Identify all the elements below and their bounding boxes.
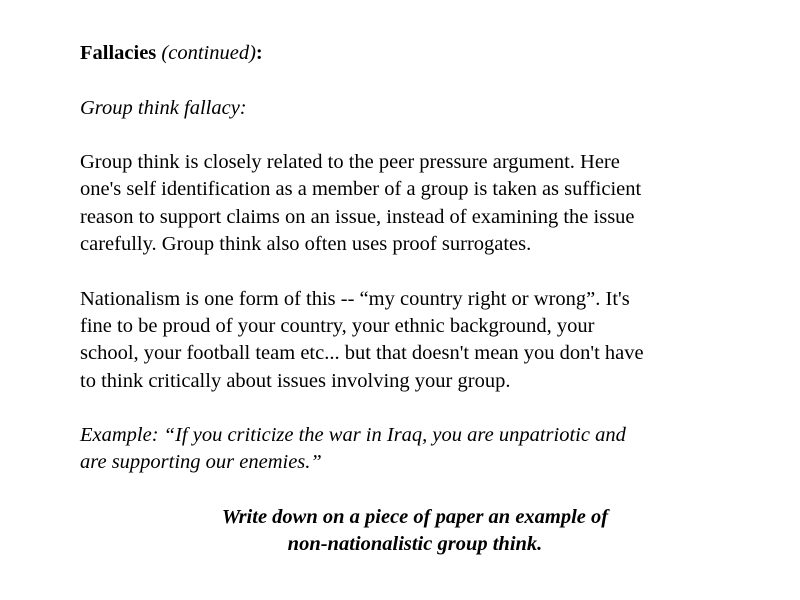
slide-title (80, 40, 770, 67)
paragraph-line: to think critically about issues involving your group. (80, 369, 511, 392)
paragraph-line: carefully. Group think also often uses proof surrogates. (80, 233, 532, 256)
instruction-block (80, 504, 750, 559)
spacer (80, 67, 770, 94)
example-block (80, 422, 770, 477)
spacer (80, 395, 770, 422)
slide-body (80, 40, 770, 477)
title-colon: : (255, 42, 263, 64)
paragraph-line: Group think is closely related to the peer pressure argument. Here (80, 151, 620, 174)
paragraph-line: school, your football team etc... but that doesn't mean you don't have (80, 342, 644, 365)
paragraph-group-think (80, 149, 770, 258)
paragraph-line: reason to support claims on an issue, instead of examining the issue (80, 205, 635, 228)
instruction-line: non-nationalistic group think. (287, 533, 543, 556)
subtitle: Group think fallacy: (80, 96, 247, 119)
paragraph-line: fine to be proud of your country, your ethnic background, your (80, 314, 595, 337)
example-line: are supporting our enemies.” (80, 451, 322, 474)
paragraph-line: one's self identification as a member of a group is taken as sufficient (80, 178, 642, 201)
spacer (80, 258, 770, 285)
title-bold-text: Fallacies (80, 42, 157, 64)
title-italic-text: (continued) (161, 42, 256, 64)
spacer (80, 122, 770, 149)
example-line: Example: “If you criticize the war in Iraq, you are unpatriotic and (80, 424, 626, 447)
instruction-line: Write down on a piece of paper an example of (221, 506, 609, 528)
paragraph-nationalism (80, 286, 770, 395)
paragraph-line: Nationalism is one form of this -- “my country right or wrong”. It's (80, 287, 630, 310)
